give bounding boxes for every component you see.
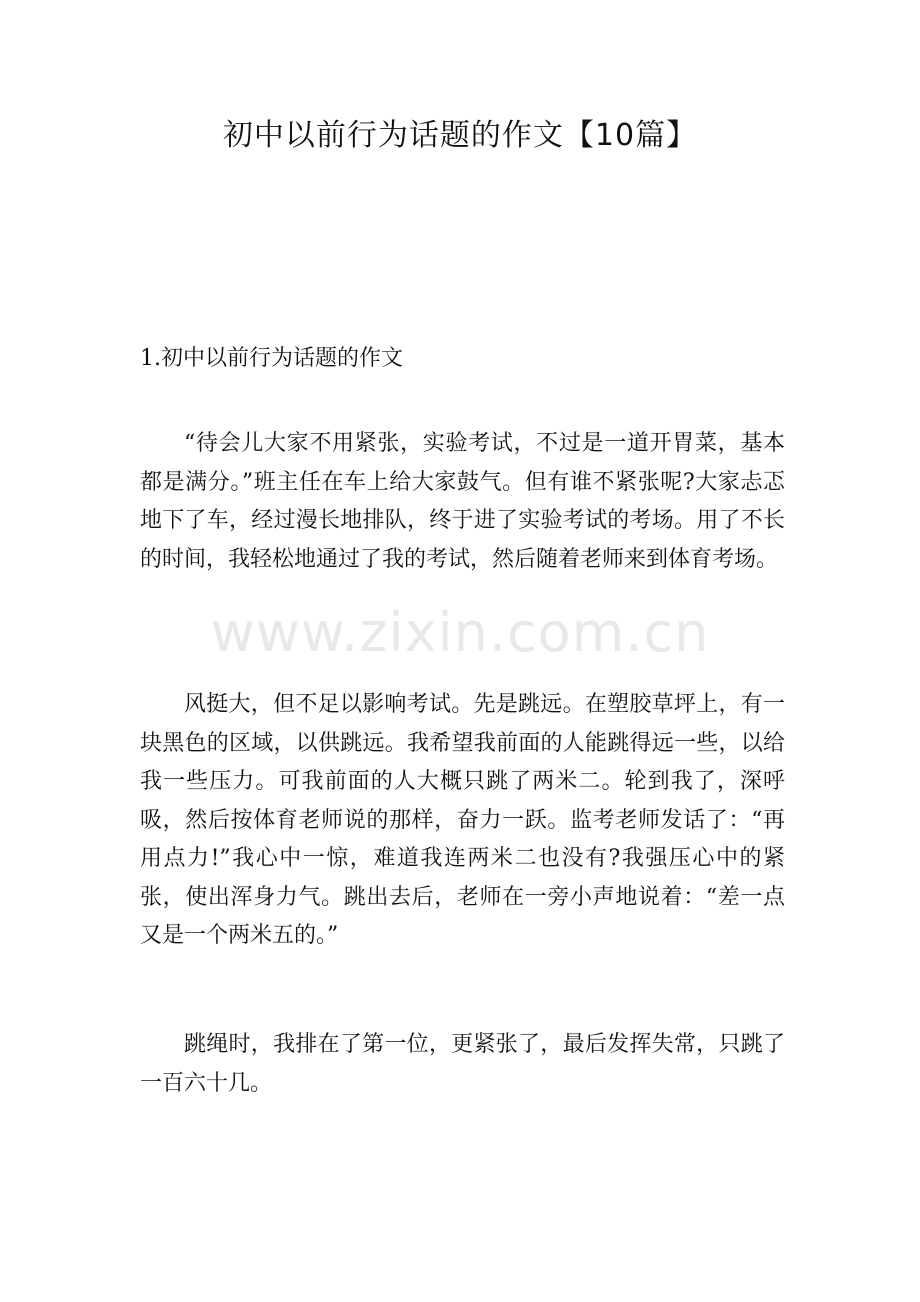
watermark-text: www.zixin.com.cn: [210, 601, 710, 664]
paragraph-1: “待会儿大家不用紧张，实验考试，不过是一道开胃菜，基本都是满分。”班主任在车上给大家鼓气。但有谁不紧张呢?大家忐忑地下了车，经过漫长地排队，终于进了实验考试的考场。用了不长的时间，我轻松地通过了我的考试，然后随着老师来到体育考场。: [140, 431, 785, 572]
paragraph-3: 跳绳时，我排在了第一位，更紧张了，最后发挥失常，只跳了一百六十几。: [140, 1032, 785, 1096]
document-title: 初中以前行为话题的作文【10篇】: [222, 118, 698, 153]
paragraph-2: 风挺大，但不足以影响考试。先是跳远。在塑胶草坪上，有一块黑色的区域，以供跳远。我希望我前面的人能跳得远一些，以给我一些压力。可我前面的人大概只跳了两米二。轮到我了，深呼吸，然后按体育老师说的那样，奋力一跃。监考老师发话了：“再用点力!”我心中一惊，难道我连两米二也没有?我强压心中的紧张，使出浑身力气。跳出去后，老师在一旁小声地说着：“差一点又是一个两米五的。”: [140, 692, 785, 948]
section-heading: 1.初中以前行为话题的作文: [140, 346, 403, 371]
